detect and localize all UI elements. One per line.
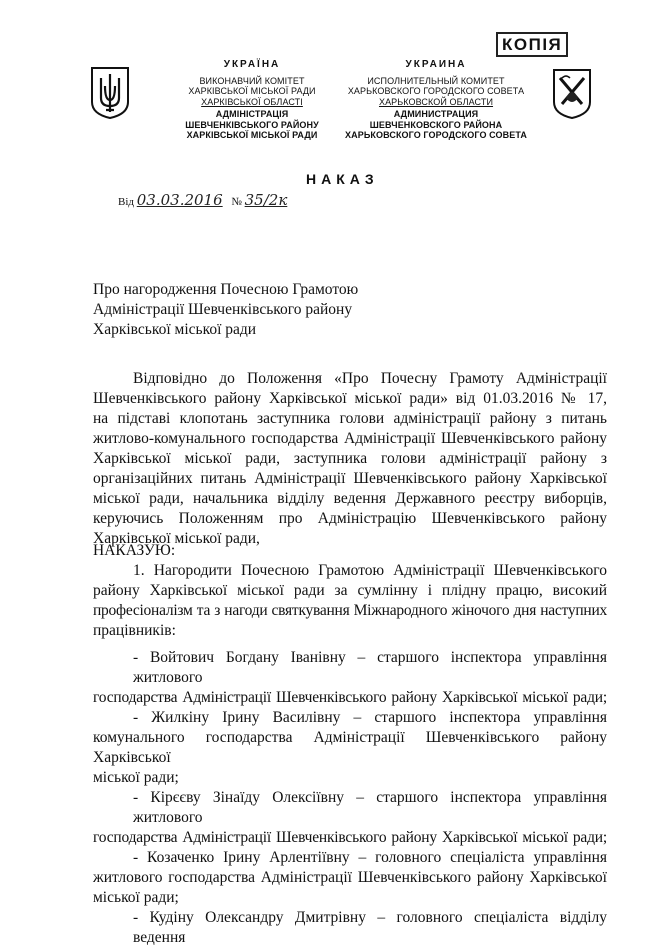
header-right-adm-line: ХАРЬКОВСКОГО ГОРОДСКОГО СОВЕТА: [345, 130, 527, 140]
header-left-country: УКРАЇНА: [223, 59, 281, 70]
preamble-line: Харківської міської ради, заступника голови адміністрації району з: [93, 450, 607, 467]
header-left-adm-line: АДМІНІСТРАЦІЯ: [215, 109, 289, 119]
number-value: 35/2к: [244, 191, 288, 209]
recipient-line: - Кірєєву Зінаїду Олексіївну – старшого інспектора управління житлового: [133, 789, 607, 826]
preamble-line: Шевченківського району Харківської міської ради» від 01.03.2016 № 17,: [93, 390, 607, 407]
order-word: НАКАЗУЮ:: [93, 542, 176, 559]
preamble-line: на підставі клопотань заступника голови адміністрації району з питань: [93, 410, 607, 427]
list-item: [93, 648, 607, 708]
header-left-adm-line: ХАРКІВСЬКОЇ МІСЬКОЇ РАДИ: [186, 130, 318, 140]
list-item: [93, 908, 607, 948]
header-right-adm-line: ШЕВЧЕНКОВСКОГО РАЙОНА: [369, 119, 503, 130]
header-left-org-line: ХАРКІВСЬКОЇ МІСЬКОЇ РАДИ: [188, 86, 316, 96]
preamble-line: організаційних питань Адміністрації Шевченківського району Харківської: [93, 470, 607, 487]
item-1-line: професіоналізм та з нагоди святкування Міжнародного жіночого дня наступних: [93, 602, 607, 619]
kharkiv-city-emblem-icon: [552, 68, 592, 120]
preamble-paragraph: [93, 369, 607, 549]
order-title: НАКАЗ: [306, 171, 379, 187]
copy-stamp: КОПІЯ: [496, 32, 568, 57]
recipient-line: господарства Адміністрації Шевченківського району Харківської міської ради;: [93, 689, 607, 706]
date-value: 03.03.2016: [136, 191, 223, 209]
recipient-line: міської ради;: [93, 889, 179, 906]
recipient-line: міської ради;: [93, 769, 179, 786]
recipient-line: - Кудіну Олександру Дмитрівну – головного спеціаліста відділу ведення: [133, 909, 607, 946]
recipient-line: - Войтович Богдану Іванівну – старшого інспектора управління житлового: [133, 649, 607, 686]
recipient-line: комунального господарства Адміністрації Шевченківського району Харківської: [93, 729, 607, 766]
item-1-line: району Харківської міської ради за сумлінну і плідну працю, високий: [93, 582, 607, 599]
item-1-line: 1. Нагородити Почесною Грамотою Адміністрації Шевченківського: [133, 562, 607, 579]
preamble-line: керуючись Положенням про Адміністрацію Шевченківського району: [93, 510, 607, 527]
preamble-line: Харківської міської ради,: [93, 530, 260, 547]
date-prefix: Від: [118, 196, 134, 208]
header-right: [336, 60, 536, 141]
list-item: [93, 708, 607, 788]
number-prefix: №: [231, 196, 242, 208]
header-left-adm-line: ШЕВЧЕНКІВСЬКОГО РАЙОНУ: [185, 119, 319, 130]
preamble-line: міської ради, начальника відділу ведення Державного реєстру виборців,: [93, 490, 607, 507]
subject-line: Харківської міської ради: [93, 321, 257, 338]
header-left: [162, 60, 342, 141]
header-left-org-line: ВИКОНАВЧИЙ КОМІТЕТ: [199, 75, 305, 86]
ukraine-trident-emblem-icon: [90, 66, 130, 120]
recipient-line: - Козаченко Ірину Арлентіївну – головного спеціаліста управління: [133, 849, 607, 866]
header-left-org-line: ХАРКІВСЬКОЇ ОБЛАСТІ: [201, 96, 303, 107]
header-right-country: УКРАИНА: [405, 59, 467, 70]
subject-line: Про нагородження Почесною Грамотою: [93, 281, 359, 298]
header-right-org-line: ХАРЬКОВСКОЙ ОБЛАСТИ: [378, 96, 494, 107]
item-1-paragraph: [93, 561, 607, 641]
subject-line: Адміністрації Шевченківського району: [93, 301, 353, 318]
list-item: [93, 848, 607, 908]
preamble-line: житлово-комунального господарства Адміністрації Шевченківського району: [93, 430, 607, 447]
recipient-line: господарства Адміністрації Шевченківського району Харківської міської ради;: [93, 829, 607, 846]
item-1-line: працівників:: [93, 622, 176, 639]
recipients-list: [93, 648, 607, 948]
order-subject: [93, 280, 423, 340]
date-number-row: [118, 191, 287, 209]
recipient-line: житлового господарства Адміністрації Шевченківського району Харківської: [93, 869, 607, 886]
header-right-adm-line: АДМИНИСТРАЦИЯ: [393, 109, 479, 119]
preamble-line: Відповідно до Положення «Про Почесну Грамоту Адміністрації: [133, 370, 607, 387]
header-right-org-line: ХАРЬКОВСКОГО ГОРОДСКОГО СОВЕТА: [347, 86, 525, 96]
recipient-line: - Жилкіну Ірину Василівну – старшого інспектора управління: [133, 709, 607, 726]
header-right-org-line: ИСПОЛНИТЕЛЬНЫЙ КОМИТЕТ: [367, 75, 505, 86]
list-item: [93, 788, 607, 848]
